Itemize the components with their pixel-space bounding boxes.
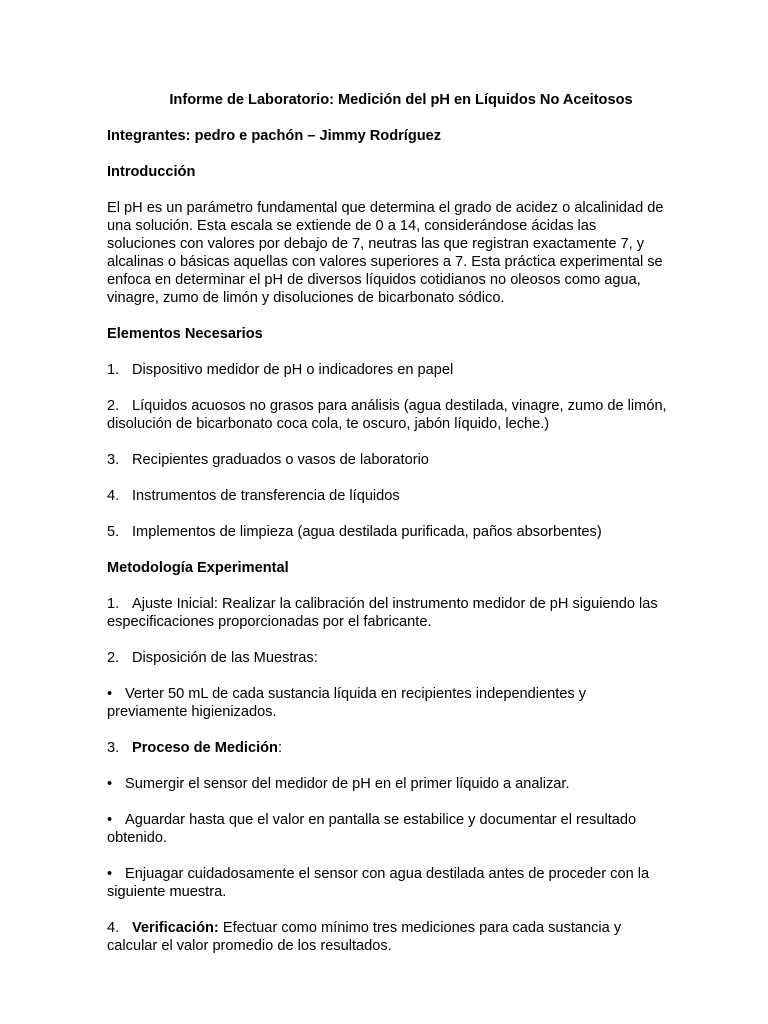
bullet-glyph: • [107,866,113,882]
bullet-glyph: • [107,686,113,702]
elements-heading: Elementos Necesarios [107,326,263,342]
method-step-3-bullet-3 [107,865,667,901]
method-step-1 [107,595,667,631]
bullet-glyph: • [107,812,113,828]
bullet-text: Sumergir el sensor del medidor de pH en el primer líquido a analizar. [125,776,570,792]
item-text: Recipientes graduados o vasos de laboratorio [132,452,429,468]
item-number: 5. [107,524,120,540]
step-text: Disposición de las Muestras: [132,650,318,666]
intro-paragraph: El pH es un parámetro fundamental que determina el grado de acidez o alcalinidad de una solución. Esta escala se extiende de 0 a 14, considerándose ácidas las soluciones con valores por debajo de 7, neutras las que registran exactamente 7, y alcalinas o básicas aquellas con valores superiores a 7. Esta práctica experimental se enfoca en determinar el pH de diversos líquidos cotidianos no oleosos como agua, vinagre, zumo de limón y disoluciones de bicarbonato sódico. [107,200,664,306]
item-number: 1. [107,362,120,378]
bullet-text: Aguardar hasta que el valor en pantalla se estabilice y documentar el resultado obtenido. [107,812,637,846]
method-step-4 [107,919,667,955]
elements-item-5 [107,523,667,541]
elements-item-1 [107,361,667,379]
elements-item-3 [107,451,667,469]
step-text: Efectuar como mínimo tres mediciones para cada sustancia y calcular el valor promedio de los resultados. [107,920,622,954]
step-suffix: : [277,740,283,756]
document-page [107,91,667,973]
bullet-glyph: • [107,776,113,792]
bullet-text: Enjuagar cuidadosamente el sensor con agua destilada antes de proceder con la siguiente muestra. [107,866,650,900]
method-step-2 [107,649,667,667]
item-number: 2. [107,398,120,414]
method-heading: Metodología Experimental [107,560,289,576]
item-number: 4. [107,488,120,504]
elements-item-4 [107,487,667,505]
item-number: 3. [107,452,120,468]
intro-heading: Introducción [107,164,196,180]
method-step-3-bullet-2 [107,811,667,847]
item-text: Instrumentos de transferencia de líquidos [132,488,400,504]
item-text: Implementos de limpieza (agua destilada purificada, paños absorbentes) [132,524,602,540]
bullet-text: Verter 50 mL de cada sustancia líquida en recipientes independientes y previamente higienizados. [107,686,587,720]
step-label: Proceso de Medición [132,740,278,756]
step-number: 1. [107,596,120,612]
elements-item-2 [107,397,667,433]
step-label: Verificación: [132,920,219,936]
method-step-3 [107,739,667,757]
document-title: Informe de Laboratorio: Medición del pH en Líquidos No Aceitosos [169,92,633,108]
method-step-3-bullet-1 [107,775,667,793]
members-line: Integrantes: pedro e pachón – Jimmy Rodríguez [107,128,442,144]
step-number: 4. [107,920,120,936]
step-number: 3. [107,740,120,756]
method-step-2-bullet [107,685,667,721]
item-text: Dispositivo medidor de pH o indicadores en papel [132,362,454,378]
step-number: 2. [107,650,120,666]
item-text: Líquidos acuosos no grasos para análisis (agua destilada, vinagre, zumo de limón, disolución de bicarbonato coca cola, te oscuro, jabón líquido, leche.) [107,398,667,432]
step-text: Ajuste Inicial: Realizar la calibración del instrumento medidor de pH siguiendo las especificaciones proporcionadas por el fabricante. [107,596,658,630]
